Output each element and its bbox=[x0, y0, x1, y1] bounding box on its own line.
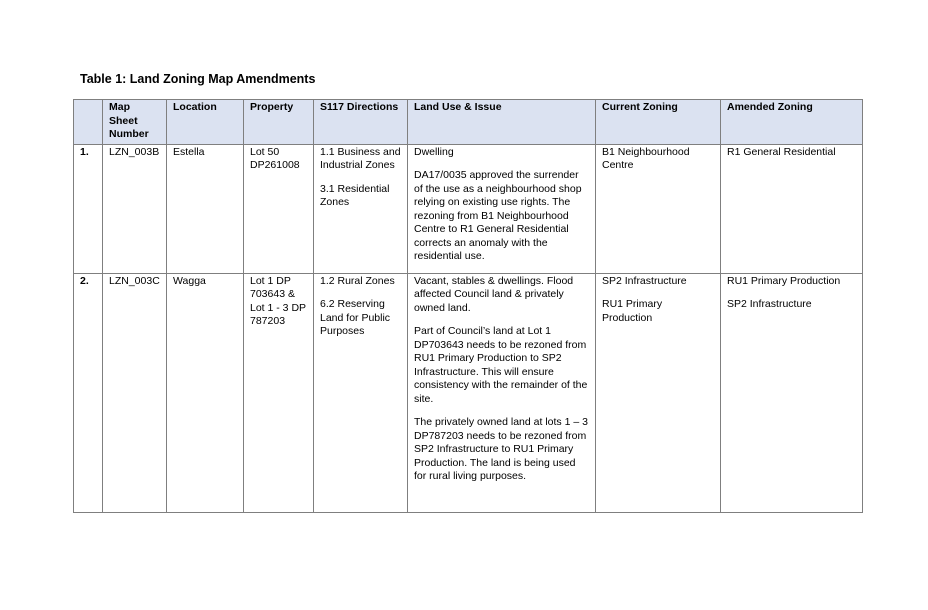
row-number: 2. bbox=[74, 273, 103, 512]
land-use-paragraph: DA17/0035 approved the surrender of the use as a neighbourhood shop relying on existing use rights. The rezoning from B1 Neighbourhood Centre to R1 General Residential corrects an anomaly with the residential use. bbox=[414, 169, 582, 262]
zoning-item: RU1 Primary Production bbox=[602, 298, 663, 324]
current-zoning-cell bbox=[596, 144, 721, 273]
land-use-paragraph: Part of Council’s land at Lot 1 DP703643 needs to be rezoned from RU1 Primary Production to SP2 Infrastructure. This will ensure consistency with the remainder of the site. bbox=[414, 325, 588, 405]
property-cell: Lot 1 DP 703643 & Lot 1 - 3 DP 787203 bbox=[244, 273, 314, 512]
location-cell: Wagga bbox=[167, 273, 244, 512]
header-current-zoning: Current Zoning bbox=[596, 100, 721, 145]
header-directions: S117 Directions bbox=[314, 100, 408, 145]
property-cell: Lot 50 DP261008 bbox=[244, 144, 314, 273]
amended-zoning-cell bbox=[721, 273, 863, 512]
zoning-item: B1 Neighbourhood Centre bbox=[602, 145, 690, 171]
header-map-sheet: Map Sheet Number bbox=[103, 100, 167, 145]
table-row bbox=[74, 273, 863, 512]
map-sheet-cell: LZN_003B bbox=[103, 144, 167, 273]
header-number bbox=[74, 100, 103, 145]
zoning-item: R1 General Residential bbox=[727, 145, 836, 158]
land-use-paragraph: The privately owned land at lots 1 – 3 DP787203 needs to be rezoned from SP2 Infrastructure to RU1 Primary Production. The land is being used for rural living purposes. bbox=[414, 416, 588, 482]
header-row bbox=[74, 100, 863, 145]
land-use-cell bbox=[408, 273, 596, 512]
land-use-paragraph: Vacant, stables & dwellings. Flood affected Council land & privately owned land. bbox=[414, 274, 574, 314]
land-zoning-table bbox=[73, 99, 863, 513]
zoning-item: SP2 Infrastructure bbox=[727, 298, 812, 310]
location-cell: Estella bbox=[167, 144, 244, 273]
zoning-item: SP2 Infrastructure bbox=[602, 274, 687, 287]
directions-cell bbox=[314, 273, 408, 512]
current-zoning-cell bbox=[596, 273, 721, 512]
direction-item: 1.2 Rural Zones bbox=[320, 274, 395, 287]
map-sheet-cell: LZN_003C bbox=[103, 273, 167, 512]
header-amended-zoning: Amended Zoning bbox=[721, 100, 863, 145]
direction-item: 1.1 Business and Industrial Zones bbox=[320, 145, 401, 171]
land-use-cell bbox=[408, 144, 596, 273]
amended-zoning-cell bbox=[721, 144, 863, 273]
header-land-use: Land Use & Issue bbox=[408, 100, 596, 145]
row-number: 1. bbox=[74, 144, 103, 273]
table-row bbox=[74, 144, 863, 273]
directions-cell bbox=[314, 144, 408, 273]
header-property: Property bbox=[244, 100, 314, 145]
direction-item: 3.1 Residential Zones bbox=[320, 182, 390, 208]
direction-item: 6.2 Reserving Land for Public Purposes bbox=[320, 298, 391, 337]
table-title: Table 1: Land Zoning Map Amendments bbox=[80, 72, 316, 86]
zoning-item: RU1 Primary Production bbox=[727, 274, 841, 287]
header-location: Location bbox=[167, 100, 244, 145]
land-use-paragraph: Dwelling bbox=[414, 145, 454, 158]
